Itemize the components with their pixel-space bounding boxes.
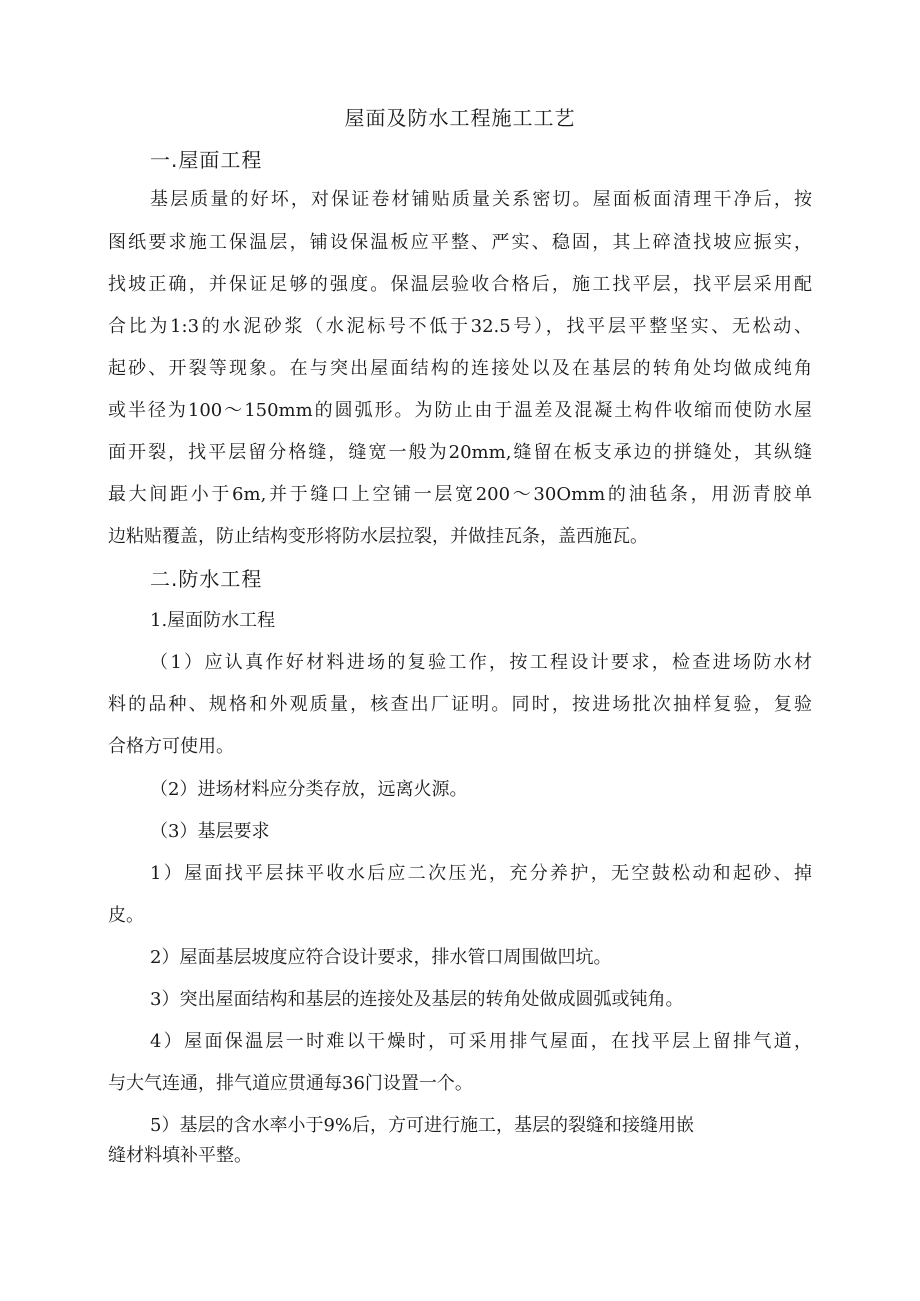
paragraph-line: 缝材料填补平整。 [108, 1145, 252, 1166]
item-2-paragraph: （2）进场材料应分类存放，远离火源。 [150, 779, 468, 800]
paragraph-line: 边粘贴覆盖，防止结构变形将防水层拉裂，并做挂瓦条，盖西施瓦。 [108, 526, 648, 547]
paragraph-line: 最大间距小于6m,并于缝口上空铺一层宽200～30Omm的油毡条，用沥青胶单 [108, 484, 812, 505]
paragraph-line: 1）屋面找平层抹平收水后应二次压光，充分养护，无空鼓松动和起砂、掉 [150, 863, 812, 884]
paragraph-line: 与大气连通，排气道应贯通每36门设置一个。 [108, 1073, 473, 1094]
paragraph-line: 找坡正确，并保证足够的强度。保温层验收合格后，施工找平层，找平层采用配 [108, 274, 812, 295]
paragraph-line: 5）基层的含水率小于9%后，方可进行施工，基层的裂缝和接缝用嵌 [150, 1115, 695, 1136]
item-3-heading: （3）基层要求 [150, 821, 270, 842]
section-heading-waterproofing: 二.防水工程 [150, 567, 263, 591]
paragraph-line: 基层质量的好坏，对保证卷材铺贴质量关系密切。屋面板面清理干净后，按 [150, 189, 812, 210]
document-title: 屋面及防水工程施工工艺 [344, 106, 576, 130]
requirement-3: 3）突出屋面结构和基层的连接处及基层的转角处做成圆弧或钝角。 [150, 989, 684, 1010]
paragraph-line: 面开裂，找平层留分格缝，缝宽一般为20mm,缝留在板支承边的拼缝处，其纵缝 [108, 442, 812, 463]
paragraph-line: 合格方可使用。 [108, 736, 234, 757]
section-heading-roofing: 一.屋面工程 [150, 148, 263, 172]
requirement-2: 2）屋面基层坡度应符合设计要求，排水管口周围做凹坑。 [150, 947, 612, 968]
paragraph-line: 料的品种、规格和外观质量，核查出厂证明。同时，按进场批次抽样复验，复验 [108, 694, 812, 715]
subsection-heading-roof-waterproofing: 1.屋面防水工程 [150, 610, 276, 631]
paragraph-line: 或半径为100～150mm的圆弧形。为防止由于温差及混凝土构件收缩而使防水屋 [108, 400, 812, 421]
paragraph-line: 合比为1:3的水泥砂浆（水泥标号不低于32.5号），找平层平整坚实、无松动、 [108, 316, 812, 337]
paragraph-line: 4）屋面保温层一时难以干燥时，可采用排气屋面，在找平层上留排气道， [150, 1031, 812, 1052]
paragraph-line: 图纸要求施工保温层，铺设保温板应平整、严实、稳固，其上碎渣找坡应振实， [108, 232, 812, 253]
paragraph-line: 起砂、开裂等现象。在与突出屋面结构的连接处以及在基层的转角处均做成纯角 [108, 358, 812, 379]
paragraph-line: （1）应认真作好材料进场的复验工作，按工程设计要求，检查进场防水材 [150, 652, 812, 673]
paragraph-line: 皮。 [108, 905, 144, 926]
